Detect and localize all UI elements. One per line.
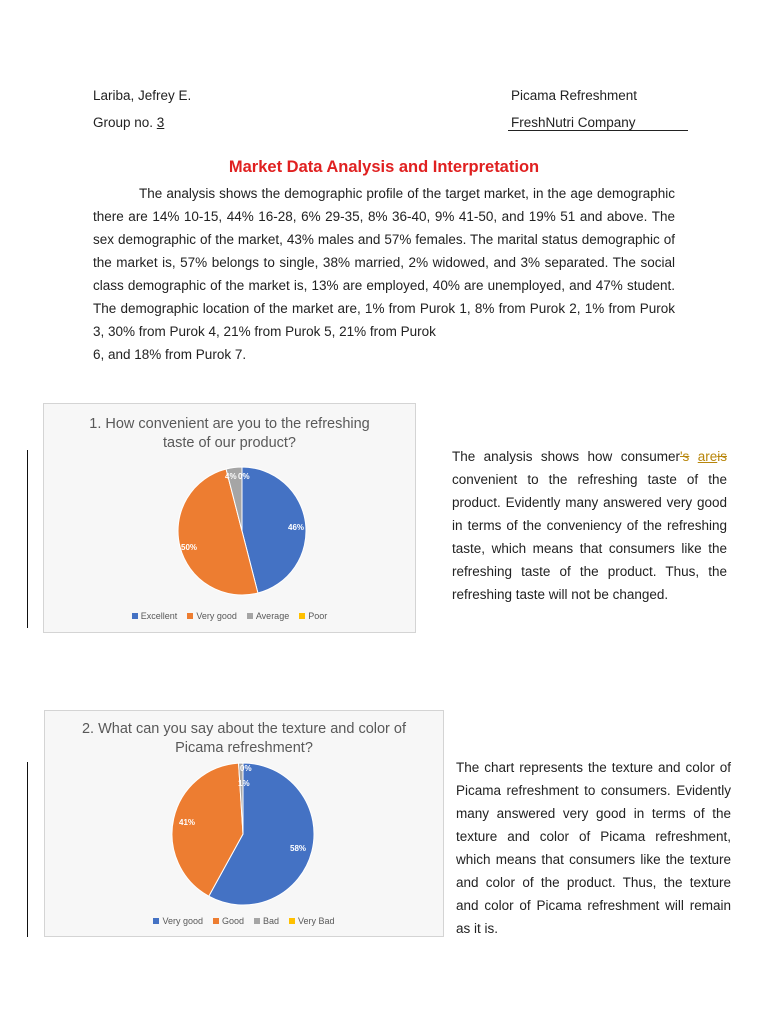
group-number-value: 3 xyxy=(156,115,165,130)
legend-label: Very good xyxy=(196,611,237,621)
data-label: 46% xyxy=(288,523,305,532)
legend-label: Excellent xyxy=(140,611,178,621)
chart-title-line2: Picama refreshment? xyxy=(175,740,313,756)
legend-swatch xyxy=(187,613,193,619)
change-bar xyxy=(27,762,28,937)
legend-entry xyxy=(213,916,244,926)
author-name: Lariba, Jefrey E. xyxy=(93,88,192,103)
analysis-1-text xyxy=(452,445,727,606)
intro-text: The analysis shows the demographic profile of the target market, in the age demographic there are 14% 10-15, 44% 16-28, 6% 29-35, 8% 36-40, 9% 41-50, and 19% 51 and above. The sex demographic of the market, 43% males and 57% females. The marital status demographic of the market is, 57% belongs to single, 38% married, 2% widowed, and 3% separated. The social class demographic of the market is, 13% are employed, 40% are unemployed, and 47% student. The demographic location of the market are, 1% from Purok 1, 8% from Purok 2, 1% from Purok 3, 30% from Purok 4, 21% from Purok 5, 21% from Purok xyxy=(93,186,675,339)
analysis-2: The chart represents the texture and color of Picama refreshment to consumers. Evidently many answered very good in terms of the texture and color of Picama refreshment, which means that consumers like the texture and color of the product. Thus, the texture and color of Picama refreshment will remain as it is. xyxy=(456,760,731,936)
legend-label: Very Bad xyxy=(298,916,335,926)
legend-entry xyxy=(289,916,335,926)
legend-label: Average xyxy=(255,611,290,621)
tracked-deletion: 's xyxy=(679,449,690,464)
intro-paragraph xyxy=(93,182,675,366)
data-label: 58% xyxy=(290,844,307,853)
chart-title-line2: taste of our product? xyxy=(163,435,296,451)
legend-swatch xyxy=(247,613,253,619)
legend-label: Poor xyxy=(308,611,328,621)
group-number xyxy=(93,115,164,130)
header-rule xyxy=(508,130,688,131)
legend-label: Very good xyxy=(162,916,203,926)
legend-swatch xyxy=(153,918,159,924)
chart-legend xyxy=(44,611,415,621)
legend-label: Bad xyxy=(263,916,280,926)
pie-chart xyxy=(45,711,443,936)
data-label: 0% xyxy=(240,764,252,773)
legend-swatch xyxy=(132,613,138,619)
legend-entry xyxy=(299,611,327,621)
product-name: Picama Refreshment xyxy=(511,88,638,103)
legend-entry xyxy=(187,611,237,621)
analysis-1-post: convenient to the refreshing taste of the product. Evidently many answered very good in terms of the conveniency of the refreshing taste, which means that consumers like the refreshing taste of the product. Thus, the refreshing taste will not be changed. xyxy=(452,472,727,602)
chart-title-line1: 2. What can you say about the texture and color of xyxy=(81,721,407,737)
chart-legend xyxy=(45,916,443,926)
tracked-deletion: is xyxy=(717,449,727,464)
tracked-insertion: are xyxy=(697,449,718,464)
intro-text-end: 6, and 18% from Purok 7. xyxy=(93,347,247,362)
company-name: FreshNutri Company xyxy=(511,115,636,130)
legend-swatch xyxy=(254,918,260,924)
legend-swatch xyxy=(213,918,219,924)
change-bar xyxy=(27,450,28,628)
legend-swatch xyxy=(289,918,295,924)
page-title: Market Data Analysis and Interpretation xyxy=(228,158,540,176)
chart-texture-color xyxy=(44,710,444,937)
legend-swatch xyxy=(299,613,305,619)
data-label: 50% xyxy=(181,543,198,552)
data-label: 4% xyxy=(225,472,237,481)
analysis-1-pre: The analysis shows how consumer xyxy=(452,449,680,464)
chart-title-line1: 1. How convenient are you to the refreshing xyxy=(89,416,370,432)
group-label: Group no. xyxy=(93,115,157,130)
legend-entry xyxy=(153,916,203,926)
pie-chart xyxy=(44,404,415,632)
legend-entry xyxy=(247,611,289,621)
legend-entry xyxy=(254,916,279,926)
analysis-1 xyxy=(452,445,727,606)
legend-label: Good xyxy=(221,916,244,926)
data-label: 0% xyxy=(238,472,250,481)
data-label: 1% xyxy=(238,779,250,788)
data-label: 41% xyxy=(179,818,196,827)
legend-entry xyxy=(132,611,178,621)
chart-convenience xyxy=(43,403,416,633)
